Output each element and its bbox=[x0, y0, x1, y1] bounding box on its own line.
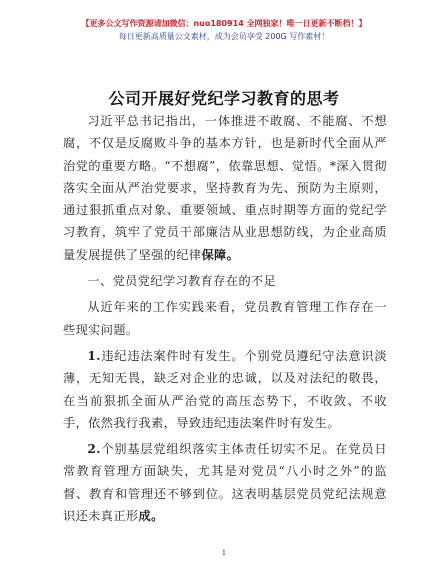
document-body bbox=[63, 110, 387, 527]
promo-banner bbox=[0, 18, 448, 43]
point-number: 2. bbox=[87, 442, 101, 457]
paragraph-intro bbox=[63, 110, 387, 266]
paragraph-text: 违纪违法案件时有发生。个别党员遵纪守法意识淡薄，无知无畏，缺乏对企业的忠诚，以及对法纪的敬畏，在当前狠抓全面从严治党的高压态势下，不收敛、不收手，依然我行我素，导致违纪违法案件时有发生。 bbox=[63, 348, 387, 430]
point-number: 1. bbox=[87, 348, 101, 363]
paragraph-point-1 bbox=[63, 345, 387, 434]
promo-banner-line-1: 【更多公文写作资源请加微信：nuo180914 全网独家！唯一日更新不断档！】 bbox=[81, 19, 367, 28]
section-heading-text: 一、党员党纪学习教育存在的不足 bbox=[87, 274, 277, 289]
paragraph-text: 从近年来的工作实践来看，党员教育管理工作存在一些现实问题。 bbox=[63, 300, 387, 337]
paragraph-text: 个别基层党组织落实主体责任切实不足。在党员日常教育管理方面缺失，尤其是对党员“八小时之外”的监督、教育和管理还不够到位。这表明基层党员党纪法规意识还未真正形 bbox=[63, 442, 387, 524]
section-heading bbox=[63, 270, 387, 292]
paragraph-point-2 bbox=[63, 438, 387, 527]
paragraph-bold-tail: 成。 bbox=[138, 509, 164, 524]
paragraph-text: 习近平总书记指出，一体推进不敢腐、不能腐、不想腐，不仅是反腐败斗争的基本方针，也是新时代全面从严治党的重要方略。“不想腐”，依靠思想、觉悟。*深入贯彻落实全面从严治党要求，坚持教育为先、预防为主原则，通过狠抓重点对象、重要领域、重点时期等方面的党纪学习教育，筑牢了党员干部廉洁从业思想防线，为企业高质量发展提供了坚强的纪律 bbox=[63, 114, 387, 262]
document-title: 公司开展好党纪学习教育的思考 bbox=[108, 89, 340, 108]
promo-banner-line-2: 每日更新高质量公文素材，成为会员享受 200G 写作素材！ bbox=[118, 32, 330, 41]
page-number: 1 bbox=[221, 549, 227, 557]
paragraph-overview bbox=[63, 296, 387, 341]
paragraph-bold-tail: 保障。 bbox=[201, 247, 240, 262]
